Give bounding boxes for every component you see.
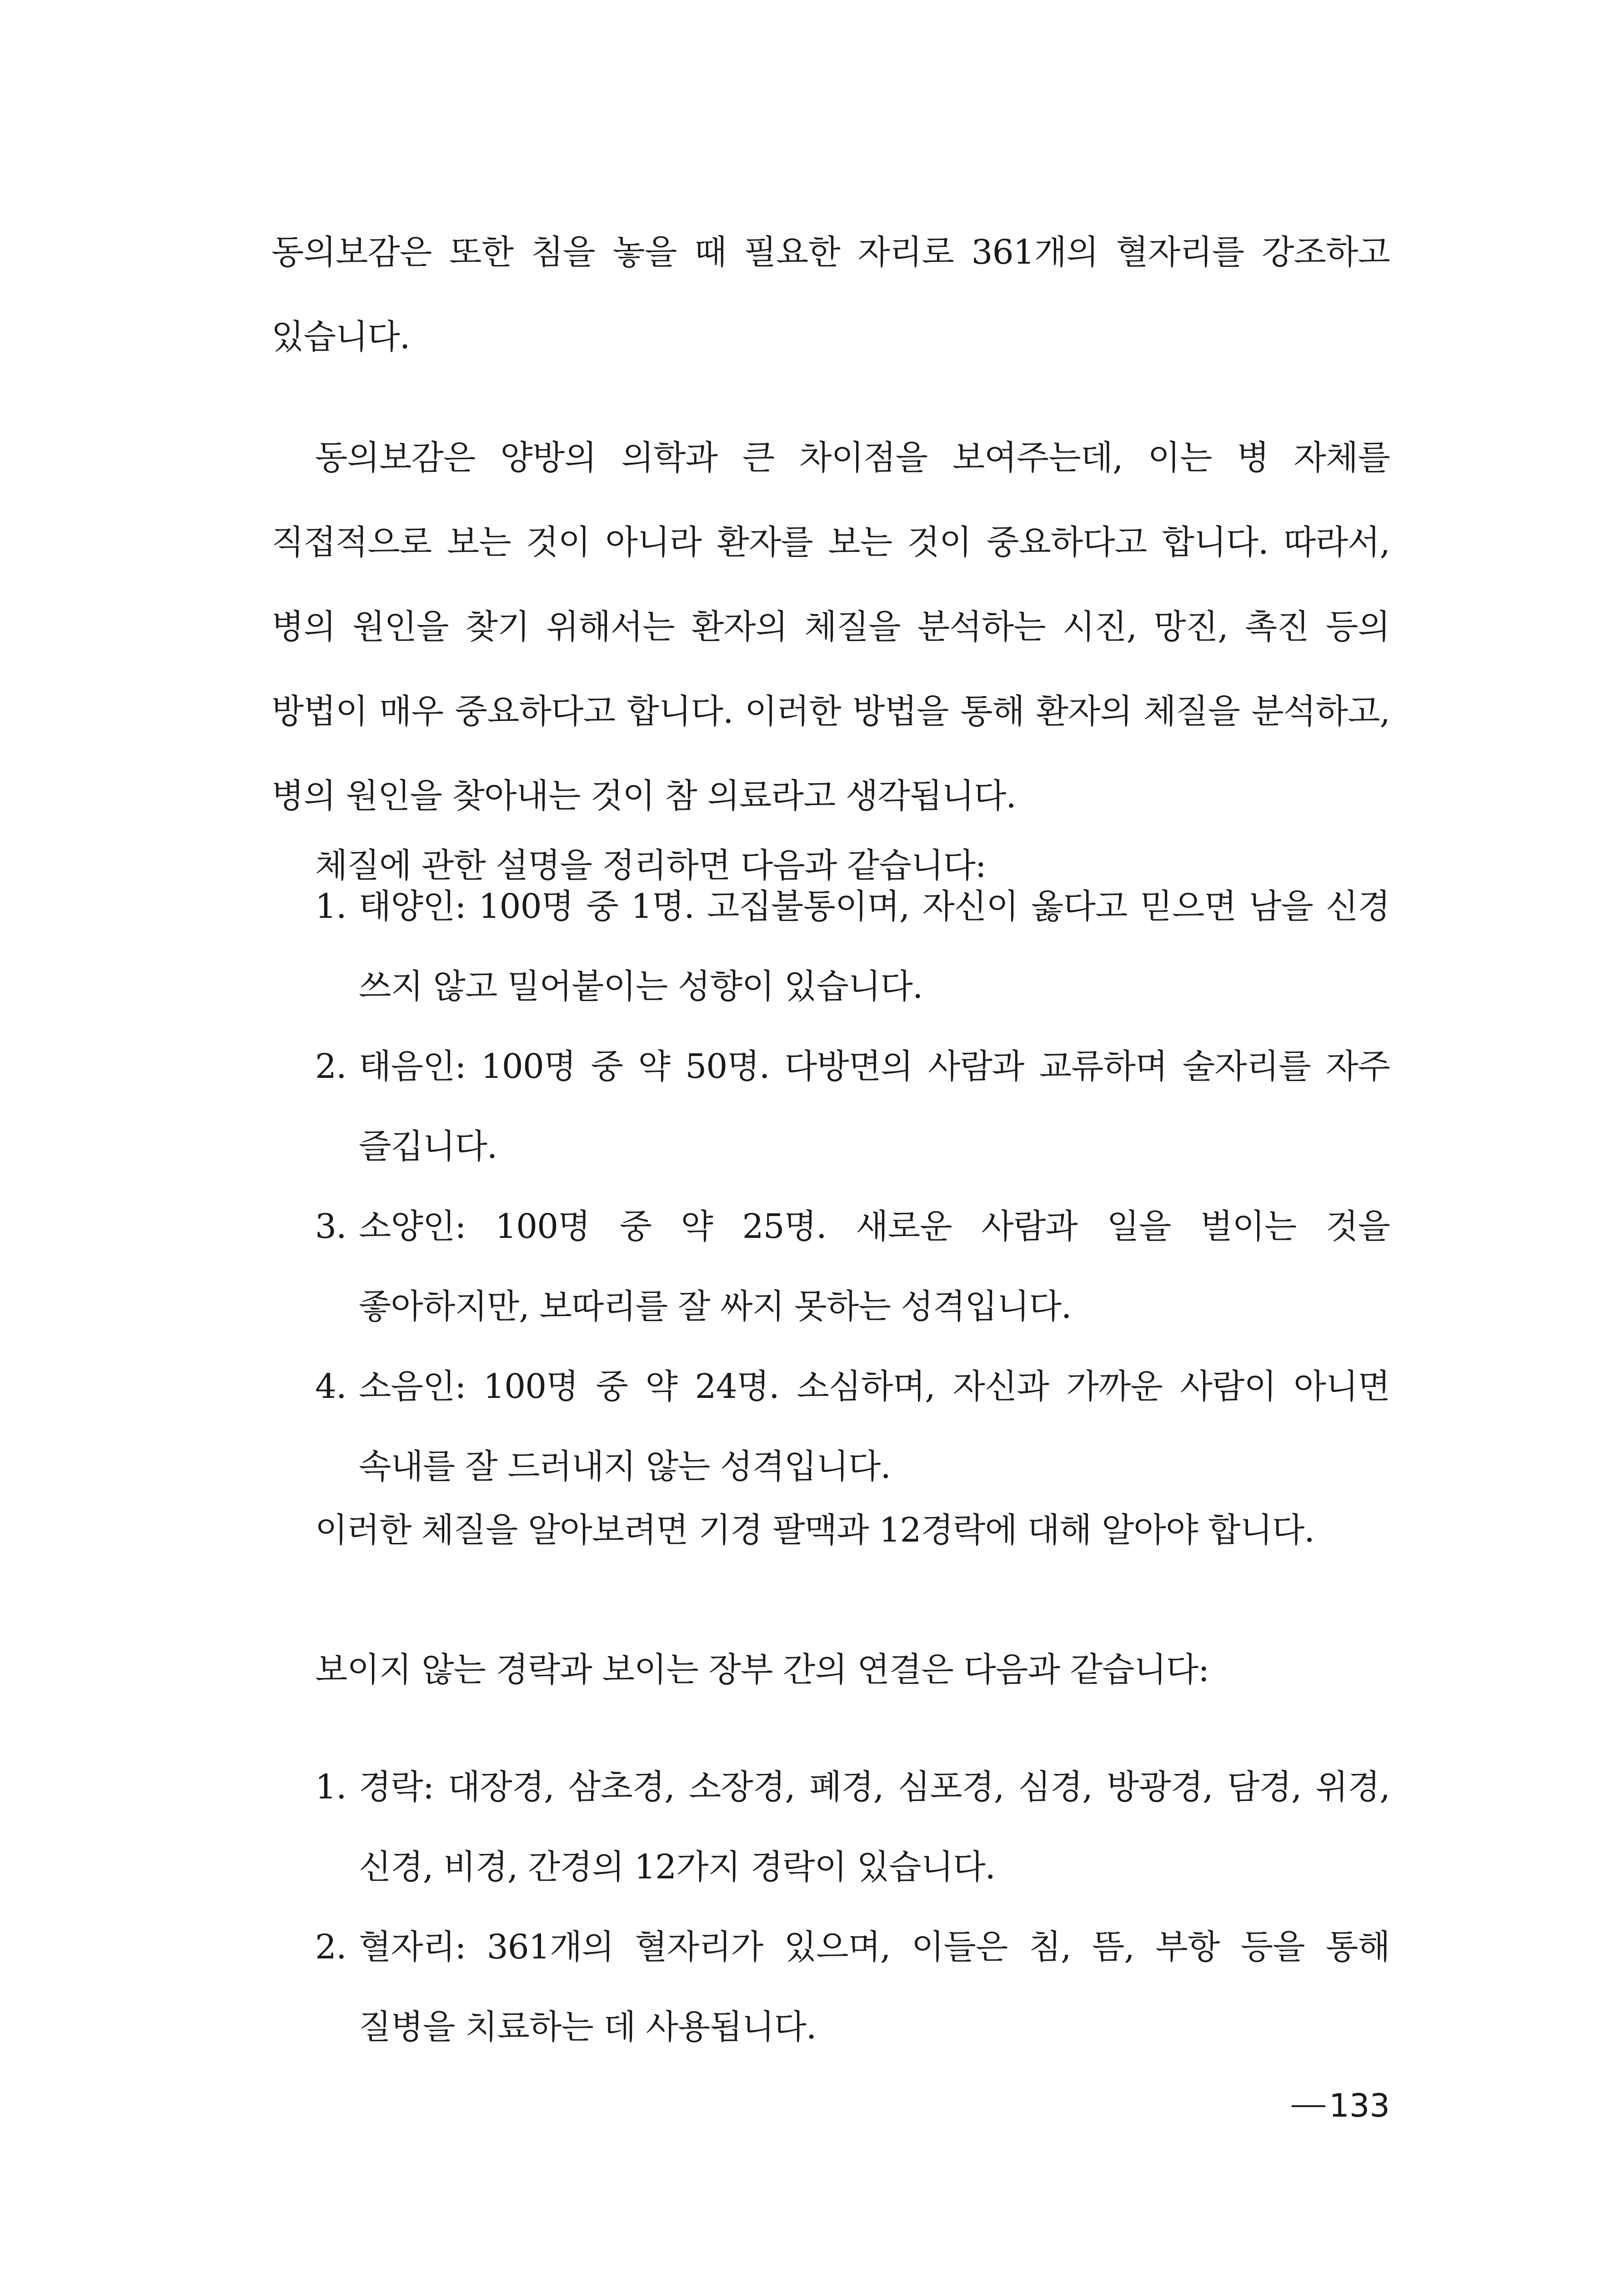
page-number-dash bbox=[1292, 2105, 1325, 2107]
list-item-text: 소음인: 100명 중 약 24명. 소심하며, 자신과 가까운 사람이 아니면 속내를 잘 드러내지 않는 성격입니다. bbox=[359, 1367, 1390, 1486]
paragraph-meridian-need: 이러한 체질을 알아보려면 기경 팔맥과 12경락에 대해 알아야 합니다. bbox=[315, 1511, 1314, 1550]
paragraph-constitution-intro: 체질에 관한 설명을 정리하면 다음과 같습니다: bbox=[315, 846, 986, 885]
list-item-number: 1. bbox=[315, 1767, 346, 1807]
list-item bbox=[315, 866, 1390, 1026]
list-item-number: 1. bbox=[315, 887, 346, 926]
paragraph-meridian-intro: 보이지 않는 경락과 보이는 장부 간의 연결은 다음과 같습니다: bbox=[315, 1650, 1209, 1689]
list-item-text: 혈자리: 361개의 혈자리가 있으며, 이들은 침, 뜸, 부항 등을 통해 질병을 치료하는 데 사용됩니다. bbox=[359, 1928, 1390, 2047]
paragraph-donguibogam-difference: 동의보감은 양방의 의학과 큰 차이점을 보여주는데, 이는 병 자체를 직접적으로 보는 것이 아니라 환자를 보는 것이 중요하다고 합니다. 따라서, 병의 원인을 찾기 위해서는 환자의 체질을 분석하는 시진, 망진, 촉진 등의 방법이 매우 중요하다고 합니다. 이러한 방법을 통해 환자의 체질을 분석하고, 병의 원인을 찾아내는 것이 참 의료라고 생각됩니다. bbox=[271, 438, 1390, 816]
list-item bbox=[315, 1187, 1390, 1347]
meridian-list bbox=[315, 1747, 1390, 2067]
list-item-number: 2. bbox=[315, 1047, 346, 1086]
list-item bbox=[315, 1026, 1390, 1187]
list-item-text: 소양인: 100명 중 약 25명. 새로운 사람과 일을 벌이는 것을 좋아하지만, 보따리를 잘 싸지 못하는 성격입니다. bbox=[359, 1207, 1390, 1326]
list-item bbox=[315, 1747, 1390, 1907]
page-number-value: 133 bbox=[1329, 2087, 1390, 2124]
constitution-list bbox=[315, 866, 1390, 1507]
paragraph-acupoints: 동의보감은 또한 침을 놓을 때 필요한 자리로 361개의 혈자리를 강조하고 있습니다. bbox=[271, 233, 1390, 356]
list-item-number: 2. bbox=[315, 1928, 346, 1967]
list-item-text: 경락: 대장경, 삼초경, 소장경, 폐경, 심포경, 심경, 방광경, 담경, 위경, 신경, 비경, 간경의 12가지 경락이 있습니다. bbox=[359, 1767, 1390, 1887]
list-item-text: 태양인: 100명 중 1명. 고집불통이며, 자신이 옳다고 믿으면 남을 신경 쓰지 않고 밀어붙이는 성향이 있습니다. bbox=[359, 887, 1390, 1006]
list-item-text: 태음인: 100명 중 약 50명. 다방면의 사람과 교류하며 술자리를 자주 즐깁니다. bbox=[359, 1047, 1390, 1166]
list-item bbox=[315, 1907, 1390, 2067]
list-item bbox=[315, 1347, 1390, 1507]
list-item-number: 4. bbox=[315, 1367, 346, 1406]
page-number bbox=[1292, 2083, 1390, 2128]
list-item-number: 3. bbox=[315, 1207, 346, 1246]
